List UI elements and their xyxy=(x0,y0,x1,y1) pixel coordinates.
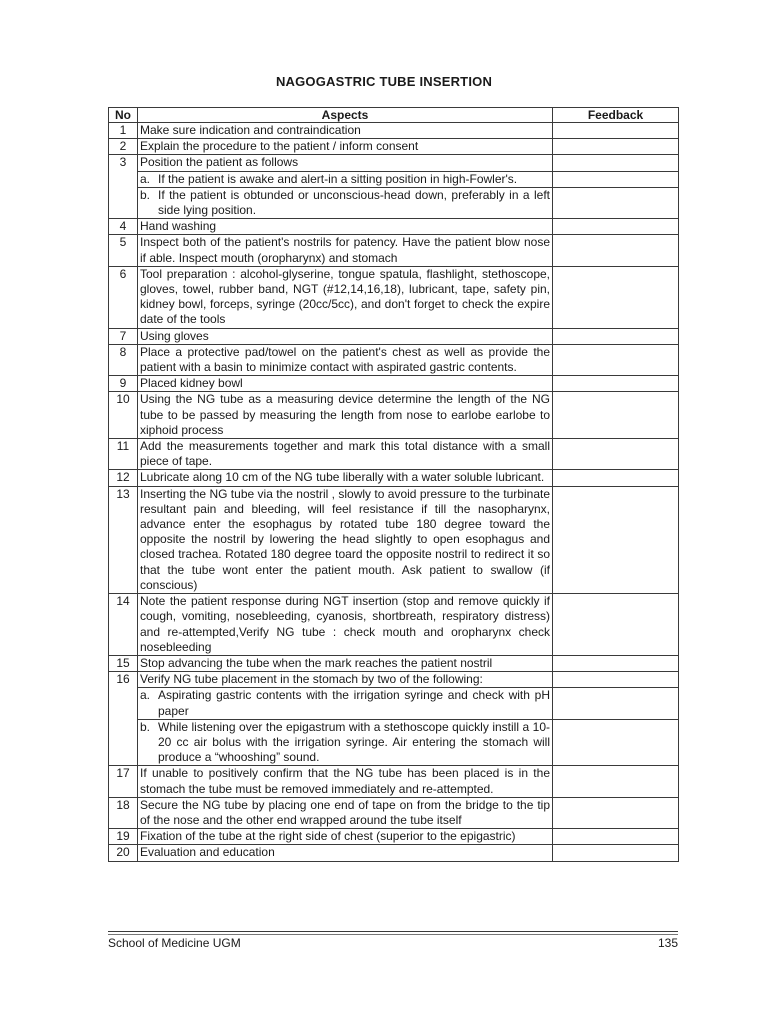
table-row xyxy=(109,845,679,861)
row-number: 6 xyxy=(109,266,138,328)
feedback-cell[interactable] xyxy=(553,376,679,392)
feedback-cell[interactable] xyxy=(553,688,679,719)
table-row xyxy=(109,672,679,688)
row-number: 10 xyxy=(109,392,138,439)
feedback-cell[interactable] xyxy=(553,139,679,155)
row-number: 18 xyxy=(109,797,138,828)
aspect-text: Explain the procedure to the patient / inform consent xyxy=(138,139,553,155)
table-row xyxy=(109,155,679,171)
feedback-cell[interactable] xyxy=(553,719,679,766)
table-row xyxy=(109,766,679,797)
aspect-text: Using the NG tube as a measuring device determine the length of the NG tube to be passed by measuring the length from nose to earlobe earlobe to xiphoid process xyxy=(138,392,553,439)
feedback-cell[interactable] xyxy=(553,439,679,470)
table-subrow xyxy=(109,187,679,218)
feedback-cell[interactable] xyxy=(553,219,679,235)
table-row xyxy=(109,594,679,656)
aspect-text: Inserting the NG tube via the nostril , slowly to avoid pressure to the turbinate resultant pain and bleeding, will feel resistance if till the nasopharynx, advance enter the esophagus by rotated tube 180 degree toward the opposite the nostril by lowering the head slightly to open esophagus and closed trachea. Rotated 180 degree toard the opposite nostril to redirect it so that the tube wont enter the patient mouth. Ask patient to swallow (if conscious) xyxy=(138,486,553,593)
feedback-cell[interactable] xyxy=(553,123,679,139)
table-row xyxy=(109,235,679,266)
aspect-text: Tool preparation : alcohol-glyserine, tongue spatula, flashlight, stethoscope, gloves, towel, rubber band, NGT (#12,14,16,18), lubricant, tape, safety pin, kidney bowl, forceps, syringe (20cc/5cc), and don't forget to check the expire date of the tools xyxy=(138,266,553,328)
row-number: 13 xyxy=(109,486,138,593)
aspect-text: Hand washing xyxy=(138,219,553,235)
row-number: 14 xyxy=(109,594,138,656)
row-number: 12 xyxy=(109,470,138,486)
header-feedback: Feedback xyxy=(553,108,679,123)
feedback-cell[interactable] xyxy=(553,328,679,344)
row-number: 8 xyxy=(109,344,138,375)
feedback-cell[interactable] xyxy=(553,845,679,861)
table-row xyxy=(109,344,679,375)
table-row xyxy=(109,797,679,828)
aspect-text: Evaluation and education xyxy=(138,845,553,861)
row-number: 3 xyxy=(109,155,138,219)
aspect-text: Place a protective pad/towel on the patient's chest as well as provide the patient with a basin to minimize contact with aspirated gastric contents. xyxy=(138,344,553,375)
subitem-text: If the patient is awake and alert-in a sitting position in high-Fowler's. xyxy=(158,171,518,186)
subitem-text: While listening over the epigastrum with a stethoscope quickly instill a 10-20 cc air bolus with the irrigation syringe. Air entering the stomach will produce a “whooshing” sound. xyxy=(158,719,550,765)
aspect-text: Using gloves xyxy=(138,328,553,344)
checklist-body xyxy=(109,123,679,862)
table-row xyxy=(109,829,679,845)
aspect-text: Stop advancing the tube when the mark reaches the patient nostril xyxy=(138,655,553,671)
table-row xyxy=(109,376,679,392)
feedback-cell[interactable] xyxy=(553,655,679,671)
subitem-label: a. xyxy=(140,688,151,703)
subitem-label: b. xyxy=(140,719,151,734)
row-number: 7 xyxy=(109,328,138,344)
row-number: 2 xyxy=(109,139,138,155)
aspect-text: If unable to positively confirm that the NG tube has been placed is in the stomach the tube must be removed immediately and re-attempted. xyxy=(138,766,553,797)
aspect-text: Lubricate along 10 cm of the NG tube liberally with a water soluble lubricant. xyxy=(138,470,553,486)
table-row xyxy=(109,392,679,439)
header-aspects: Aspects xyxy=(138,108,553,123)
table-row xyxy=(109,439,679,470)
aspect-subitem xyxy=(138,187,553,218)
page-number: 135 xyxy=(657,936,678,950)
feedback-cell[interactable] xyxy=(553,486,679,593)
feedback-cell[interactable] xyxy=(553,171,679,187)
row-number: 17 xyxy=(109,766,138,797)
feedback-cell[interactable] xyxy=(553,392,679,439)
aspect-text: Position the patient as follows xyxy=(138,155,553,171)
feedback-cell[interactable] xyxy=(553,187,679,218)
feedback-cell[interactable] xyxy=(553,766,679,797)
aspect-text: Secure the NG tube by placing one end of tape on from the bridge to the tip of the nose and the other end wrapped around the tube itself xyxy=(138,797,553,828)
feedback-cell[interactable] xyxy=(553,594,679,656)
table-subrow xyxy=(109,719,679,766)
row-number: 11 xyxy=(109,439,138,470)
aspect-text: Make sure indication and contraindication xyxy=(138,123,553,139)
feedback-cell[interactable] xyxy=(553,344,679,375)
row-number: 4 xyxy=(109,219,138,235)
aspect-text: Verify NG tube placement in the stomach by two of the following: xyxy=(138,672,553,688)
feedback-cell[interactable] xyxy=(553,829,679,845)
footer-institution: School of Medicine UGM xyxy=(108,936,241,950)
aspect-subitem xyxy=(138,719,553,766)
footer-divider-thin xyxy=(108,934,678,935)
subitem-text: Aspirating gastric contents with the irrigation syringe and check with pH paper xyxy=(158,688,550,718)
feedback-cell[interactable] xyxy=(553,235,679,266)
table-subrow xyxy=(109,171,679,187)
row-number: 15 xyxy=(109,655,138,671)
table-subrow xyxy=(109,688,679,719)
row-number: 5 xyxy=(109,235,138,266)
document-title: NAGOGASTRIC TUBE INSERTION xyxy=(275,74,493,89)
row-number: 19 xyxy=(109,829,138,845)
feedback-cell[interactable] xyxy=(553,155,679,171)
table-row xyxy=(109,486,679,593)
row-number: 1 xyxy=(109,123,138,139)
footer-divider xyxy=(108,931,678,932)
checklist-table xyxy=(108,107,679,862)
aspect-subitem xyxy=(138,171,553,187)
table-row xyxy=(109,123,679,139)
row-number: 9 xyxy=(109,376,138,392)
table-row xyxy=(109,655,679,671)
row-number: 16 xyxy=(109,672,138,766)
aspect-text: Inspect both of the patient's nostrils for patency. Have the patient blow nose if able. Inspect mouth (oropharynx) and stomach xyxy=(138,235,553,266)
subitem-text: If the patient is obtunded or unconscious-head down, preferably in a left side lying position. xyxy=(158,187,550,218)
aspect-text: Fixation of the tube at the right side of chest (superior to the epigastric) xyxy=(138,829,553,845)
subitem-label: b. xyxy=(140,187,151,202)
feedback-cell[interactable] xyxy=(553,470,679,486)
aspect-text: Note the patient response during NGT insertion (stop and remove quickly if cough, vomiting, nosebleeding, cyanosis, shortbreath, respiratory distress) and re-attempted,Verify NG tube : check mouth and oropharynx check nosebleeding xyxy=(138,594,553,656)
feedback-cell[interactable] xyxy=(553,797,679,828)
table-row xyxy=(109,328,679,344)
aspect-subitem xyxy=(138,688,553,719)
table-header-row xyxy=(109,108,679,123)
row-number: 20 xyxy=(109,845,138,861)
aspect-text: Placed kidney bowl xyxy=(138,376,553,392)
header-no: No xyxy=(109,108,138,123)
table-row xyxy=(109,219,679,235)
subitem-label: a. xyxy=(140,171,151,186)
table-row xyxy=(109,470,679,486)
feedback-cell[interactable] xyxy=(553,266,679,328)
aspect-text: Add the measurements together and mark this total distance with a small piece of tape. xyxy=(138,439,553,470)
table-row xyxy=(109,139,679,155)
table-row xyxy=(109,266,679,328)
feedback-cell[interactable] xyxy=(553,672,679,688)
